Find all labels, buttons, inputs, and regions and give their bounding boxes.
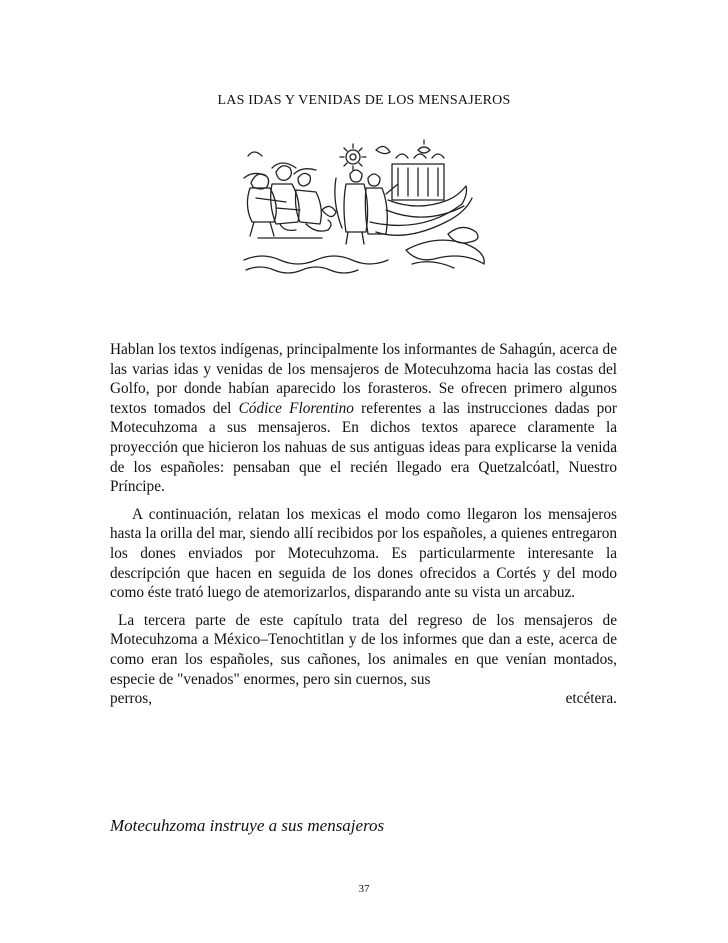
paragraph-2: A continuación, relatan los mexicas el modo como llegaron los mensajeros hasta la orilla del mar, siendo allí recibidos por los españoles, a quienes entregaron los dones enviados por Motecuhzoma. Es particularmente interesante la descripción que hacen en seguida de los dones ofrecidos a Cortés y del modo como éste trató luego de atemorizarlos, disparando ante su vista un arcabuz.: [110, 505, 617, 602]
paragraph-1: [110, 340, 617, 497]
paragraph-3-last-left: perros,: [110, 690, 153, 708]
codex-title: Códice Florentino: [238, 399, 354, 417]
paragraph-3: [110, 611, 617, 689]
body-text: [110, 340, 617, 709]
page-title: LAS IDAS Y VENIDAS DE LOS MENSAJEROS: [217, 93, 511, 108]
paragraph-1-text-b: referentes a las instrucciones dadas por Motecuhzoma a sus mensajeros. En dichos textos aparece claramente la proyección que hicieron los nahuas de sus antiguas ideas para explicarse la venida de los españoles: pensaban que el recién llegado era Quetzalcóatl, Nuestro Príncipe.: [110, 399, 618, 496]
page-number: 37: [358, 883, 370, 895]
paragraph-1-text-a: Hablan los textos indígenas, principalmente los informantes de Sahagún, acerca de las varias idas y venidas de los mensajeros de Motecuhzoma hacia las costas del Golfo, por donde habían aparecido los forasteros. Se ofrecen primero algunos textos tomados del: [110, 341, 617, 417]
paragraph-3-last-line: [110, 689, 617, 709]
codex-messengers-canoe-illustration: [236, 138, 491, 288]
section-heading: Motecuhzoma instruye a sus mensajeros: [110, 816, 385, 835]
paragraph-3-last-right: etcétera.: [565, 690, 617, 708]
paragraph-3-text: La tercera parte de este capítulo trata del regreso de los mensajeros de Motecuhzoma a México–Tenochtitlan y de los informes que dan a este, acerca de como eran los españoles, sus cañones, los animales en que venían montados, especie de "venados" enormes, pero sin cuernos, sus: [110, 611, 617, 688]
